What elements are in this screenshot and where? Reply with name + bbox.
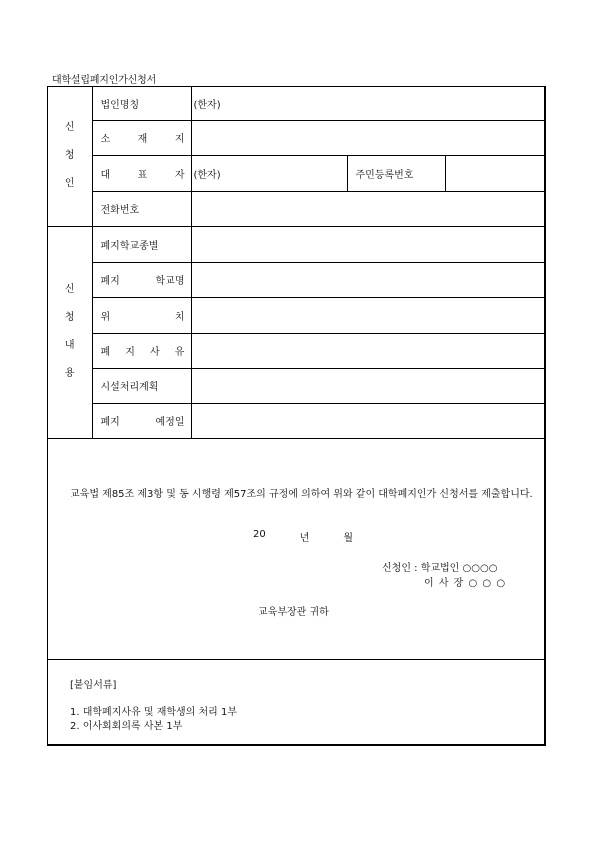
applicant-signature-line: 신청인 : 학교법인 ○○○○ [382, 563, 498, 574]
chairman-signature-line: 이 사 장 ○ ○ ○ [424, 578, 507, 589]
school-name-field[interactable] [191, 262, 544, 297]
attachments-divider [48, 659, 544, 660]
document-title: 대학설립폐지인가신청서 [52, 75, 157, 86]
closure-reason-field[interactable] [191, 333, 544, 368]
closure-reason-label: 폐 지 사 유 [92, 333, 191, 368]
representative-field[interactable]: (한자) [191, 155, 347, 191]
phone-field[interactable] [191, 191, 544, 226]
phone-row [48, 191, 544, 226]
phone-label: 전화번호 [92, 191, 191, 226]
school-type-row [48, 226, 544, 262]
statement-text: 교육법 제85조 제3항 및 동 시행령 제57조의 규정에 의하여 위와 같이 대학폐지인가 신청서를 제출합니다. [70, 489, 533, 500]
applicant-section-label: 신 청 인 [48, 87, 92, 226]
school-location-row [48, 297, 544, 333]
school-type-label: 폐지학교종별 [92, 226, 191, 262]
request-section-label: 신 청 내 용 [48, 226, 92, 438]
representative-row [48, 155, 544, 191]
corp-name-row [48, 87, 544, 120]
resident-number-field[interactable] [445, 155, 544, 191]
school-name-row [48, 262, 544, 297]
planned-date-label: 폐지 예정일 [92, 403, 191, 438]
corp-name-field[interactable]: (한자) [191, 87, 544, 120]
school-location-field[interactable] [191, 297, 544, 333]
location-row [48, 120, 544, 155]
facility-plan-row [48, 368, 544, 403]
date-year-unit: 년 [299, 533, 310, 544]
facility-plan-field[interactable] [191, 368, 544, 403]
school-type-field[interactable] [191, 226, 544, 262]
representative-label: 대 표 자 [92, 155, 191, 191]
statement-area [48, 441, 544, 659]
date-line [253, 529, 353, 544]
location-field[interactable] [191, 120, 544, 155]
application-form-table [48, 87, 544, 439]
attachment-item: 1. 대학폐지사유 및 재학생의 처리 1부 [70, 707, 238, 718]
attachment-item: 2. 이사회회의록 사본 1부 [70, 721, 183, 732]
facility-plan-label: 시설처리계획 [92, 368, 191, 403]
location-label: 소 재 지 [92, 120, 191, 155]
school-location-label: 위 치 [92, 297, 191, 333]
school-name-label: 폐지 학교명 [92, 262, 191, 297]
corp-name-label: 법인명칭 [92, 87, 191, 120]
resident-number-label: 주민등록번호 [347, 155, 445, 191]
date-month-unit: 월 [343, 533, 353, 544]
date-year-prefix: 20 [253, 529, 266, 540]
attachments-section [70, 676, 237, 734]
attachments-title: [붙임서류] [70, 680, 117, 691]
closure-reason-row [48, 333, 544, 368]
planned-date-field[interactable] [191, 403, 544, 438]
planned-date-row [48, 403, 544, 438]
addressee: 교육부장관 귀하 [258, 607, 329, 618]
